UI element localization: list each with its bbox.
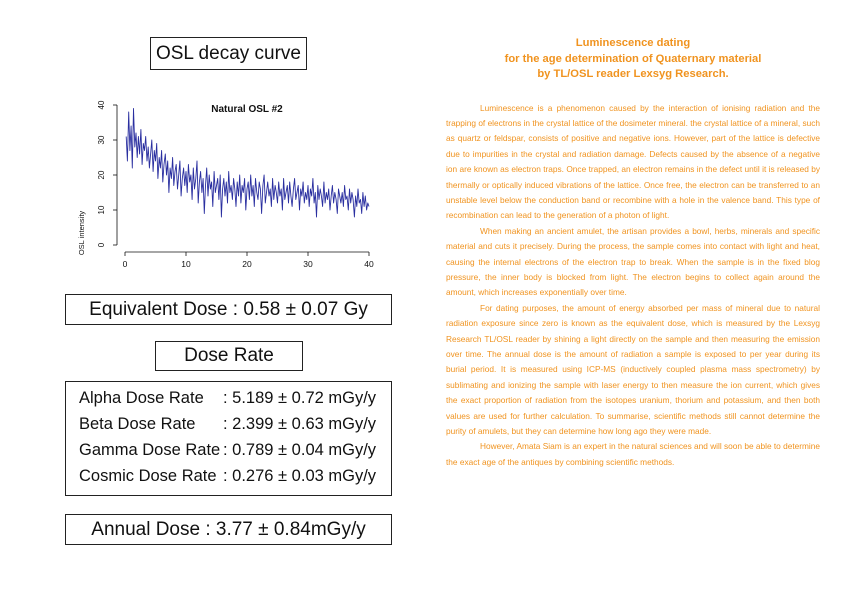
beta-dose-rate-row	[79, 415, 376, 434]
dose-rate-value: : 0.789 ± 0.04 mGy/y	[223, 441, 377, 459]
chart-y-axis-label: OSL intensity	[77, 210, 86, 256]
x-tick-label: 0	[122, 259, 128, 269]
article-title-line: by TL/OSL reader Lexsyg Research.	[537, 68, 729, 80]
x-tick-label: 30	[303, 259, 313, 269]
osl-decay-chart	[75, 90, 385, 290]
x-tick-label: 20	[242, 259, 252, 269]
equivalent-dose-box	[65, 294, 392, 325]
article-paragraph: When making an ancient amulet, the artisan provides a bowl, herbs, minerals and specific material and cuts it precisely. During the process, the sample comes into contact with light and heat, causing the internal electrons of the electron trap to break. When the sample is in the fixed blog pressure, the inner body is blocked from light. The electron begins to collect again around the amount, which increases exponentially over time.	[446, 225, 820, 298]
y-tick-label: 20	[97, 170, 106, 180]
article-title-line: Luminescence dating	[575, 37, 691, 49]
cosmic-dose-rate-row	[79, 467, 376, 486]
chart-series	[126, 109, 369, 218]
article	[446, 36, 820, 470]
article-paragraph: Luminescence is a phenomenon caused by the interaction of ionising radiation and the trapping of electrons in the crystal lattice of the dosimeter mineral. the crystal lattice of a mineral, such as quartz or feldspar, consists of positive and negative ions. However, part of the lattice is defective due to impurities in the crystal and radiation damage. Defects caused by the absence of a negative ion are known as electron traps. Once trapped, an electron remains in the defect until it is released by thermally or optically induced vibrations of the lattice. Once free, the electron can be transferred to an unstable level below the conduction band or recombine with a hole in the valence band. This type of recombination can lead to the generation of a photon of light.	[446, 102, 820, 221]
equivalent-dose-text: Equivalent Dose : 0.58 ± 0.07 Gy	[89, 298, 368, 320]
x-tick-label: 10	[181, 259, 191, 269]
y-tick-label: 10	[97, 205, 106, 215]
article-title	[446, 36, 820, 83]
dose-rate-name: Cosmic Dose Rate	[79, 467, 217, 485]
y-tick-label: 0	[97, 242, 106, 248]
dose-rate-title-text: Dose Rate	[184, 345, 274, 366]
dose-rate-name: Beta Dose Rate	[79, 415, 196, 433]
dose-rate-value: : 5.189 ± 0.72 mGy/y	[223, 389, 377, 407]
dose-rate-title	[155, 341, 303, 371]
decay-curve-title-text: OSL decay curve	[155, 42, 302, 64]
y-tick-label: 30	[97, 135, 106, 145]
chart-title: Natural OSL #2	[211, 104, 283, 115]
dose-rates-box	[65, 381, 392, 496]
osl-chart-svg	[75, 90, 385, 290]
decay-curve-title	[150, 37, 307, 70]
dose-rate-value: : 2.399 ± 0.63 mGy/y	[223, 415, 377, 433]
dose-rate-name: Alpha Dose Rate	[79, 389, 204, 407]
dose-rate-value: : 0.276 ± 0.03 mGy/y	[223, 467, 377, 485]
y-tick-label: 40	[97, 100, 106, 110]
chart-axes	[97, 100, 374, 269]
annual-dose-text: Annual Dose : 3.77 ± 0.84mGy/y	[91, 518, 366, 540]
article-paragraph: For dating purposes, the amount of energy absorbed per mass of mineral due to natural radiation exposure since zero is known as the equivalent dose, which is measured by the Lexsyg Research TL/OSL reader by shining a light directly on the sample and then measuring the emission over time. The annual dose is the amount of radiation a sample is exposed to per year during its burial period. It is measured using ICP-MS (inductively coupled plasma mass spectrometry) by sublimating and ionizing the sample with laser energy to then measure the ion current, which gives the exact proportion of radiation from the isotopes uranium, thorium and potassium, and then both values are used for further calculation. To summarise, scientific methods still cannot determine the purity of amulets, but they can determine how long ago they were made.	[446, 302, 820, 437]
annual-dose-box	[65, 514, 392, 545]
article-paragraph: However, Amata Siam is an expert in the natural sciences and will soon be able to determine the exact age of the antiques by combining scientific methods.	[446, 441, 820, 467]
alpha-dose-rate-row	[79, 389, 376, 408]
x-tick-label: 40	[364, 259, 374, 269]
dose-rate-name: Gamma Dose Rate	[79, 441, 221, 459]
series-line	[126, 109, 369, 218]
article-title-line: for the age determination of Quaternary material	[504, 52, 762, 65]
gamma-dose-rate-row	[79, 441, 376, 460]
